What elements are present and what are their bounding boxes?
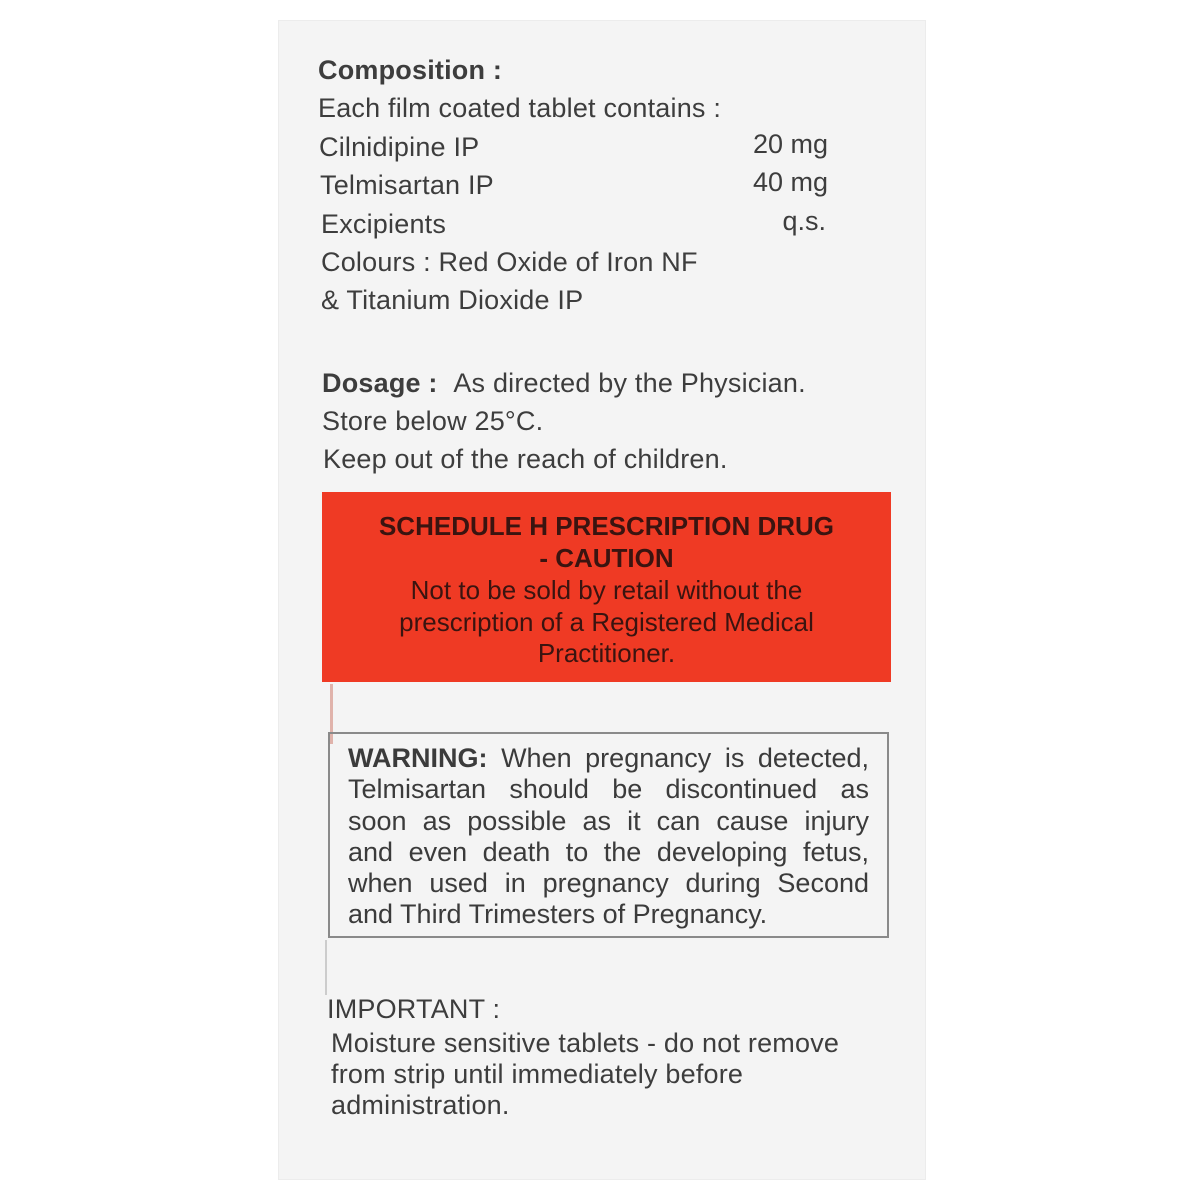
storage-line: Store below 25°C.: [322, 406, 544, 436]
dosage-label: Dosage :: [322, 368, 438, 398]
colours-line: Colours : Red Oxide of Iron NF: [321, 247, 698, 277]
composition-intro: Each film coated tablet contains :: [318, 93, 722, 123]
children-line: Keep out of the reach of children.: [323, 444, 728, 474]
composition-heading: Composition :: [318, 55, 503, 85]
schedule-body: Practitioner.: [537, 638, 676, 668]
warning-line: soon as possible as it can cause injury: [348, 806, 869, 836]
dosage-text: As directed by the Physician.: [453, 368, 806, 398]
warning-label: WARNING:: [348, 743, 488, 773]
warning-line: [348, 742, 869, 774]
ingredient-name: Cilnidipine IP: [319, 132, 480, 162]
warning-box: [328, 732, 889, 938]
warning-line: and Third Trimesters of Pregnancy.: [348, 899, 768, 929]
important-line: from strip until immediately before: [331, 1059, 744, 1089]
schedule-body: prescription of a Registered Medical: [399, 607, 814, 637]
important-line: Moisture sensitive tablets - do not remove: [331, 1028, 840, 1058]
warning-text: When pregnancy is detected,: [501, 743, 869, 773]
important-line: administration.: [331, 1090, 510, 1120]
schedule-body: Not to be sold by retail without the: [410, 575, 803, 605]
schedule-title: SCHEDULE H PRESCRIPTION DRUG: [378, 511, 835, 541]
ingredient-name: Excipients: [321, 209, 447, 239]
ingredient-name: Telmisartan IP: [320, 170, 494, 200]
warning-line: Telmisartan should be discontinued as: [348, 774, 869, 804]
schedule-h-caution-box: [322, 492, 891, 682]
ingredient-amount: q.s.: [782, 206, 826, 236]
schedule-title: - CAUTION: [539, 543, 674, 573]
important-heading: IMPORTANT :: [327, 994, 501, 1024]
dosage-line: [322, 367, 806, 399]
warning-line: when used in pregnancy during Second: [348, 868, 869, 898]
ingredient-amount: 40 mg: [752, 167, 828, 197]
warning-line: and even death to the developing fetus,: [348, 837, 869, 867]
colours-line: & Titanium Dioxide IP: [321, 285, 584, 315]
divider: [325, 940, 327, 995]
ingredient-amount: 20 mg: [752, 129, 828, 159]
